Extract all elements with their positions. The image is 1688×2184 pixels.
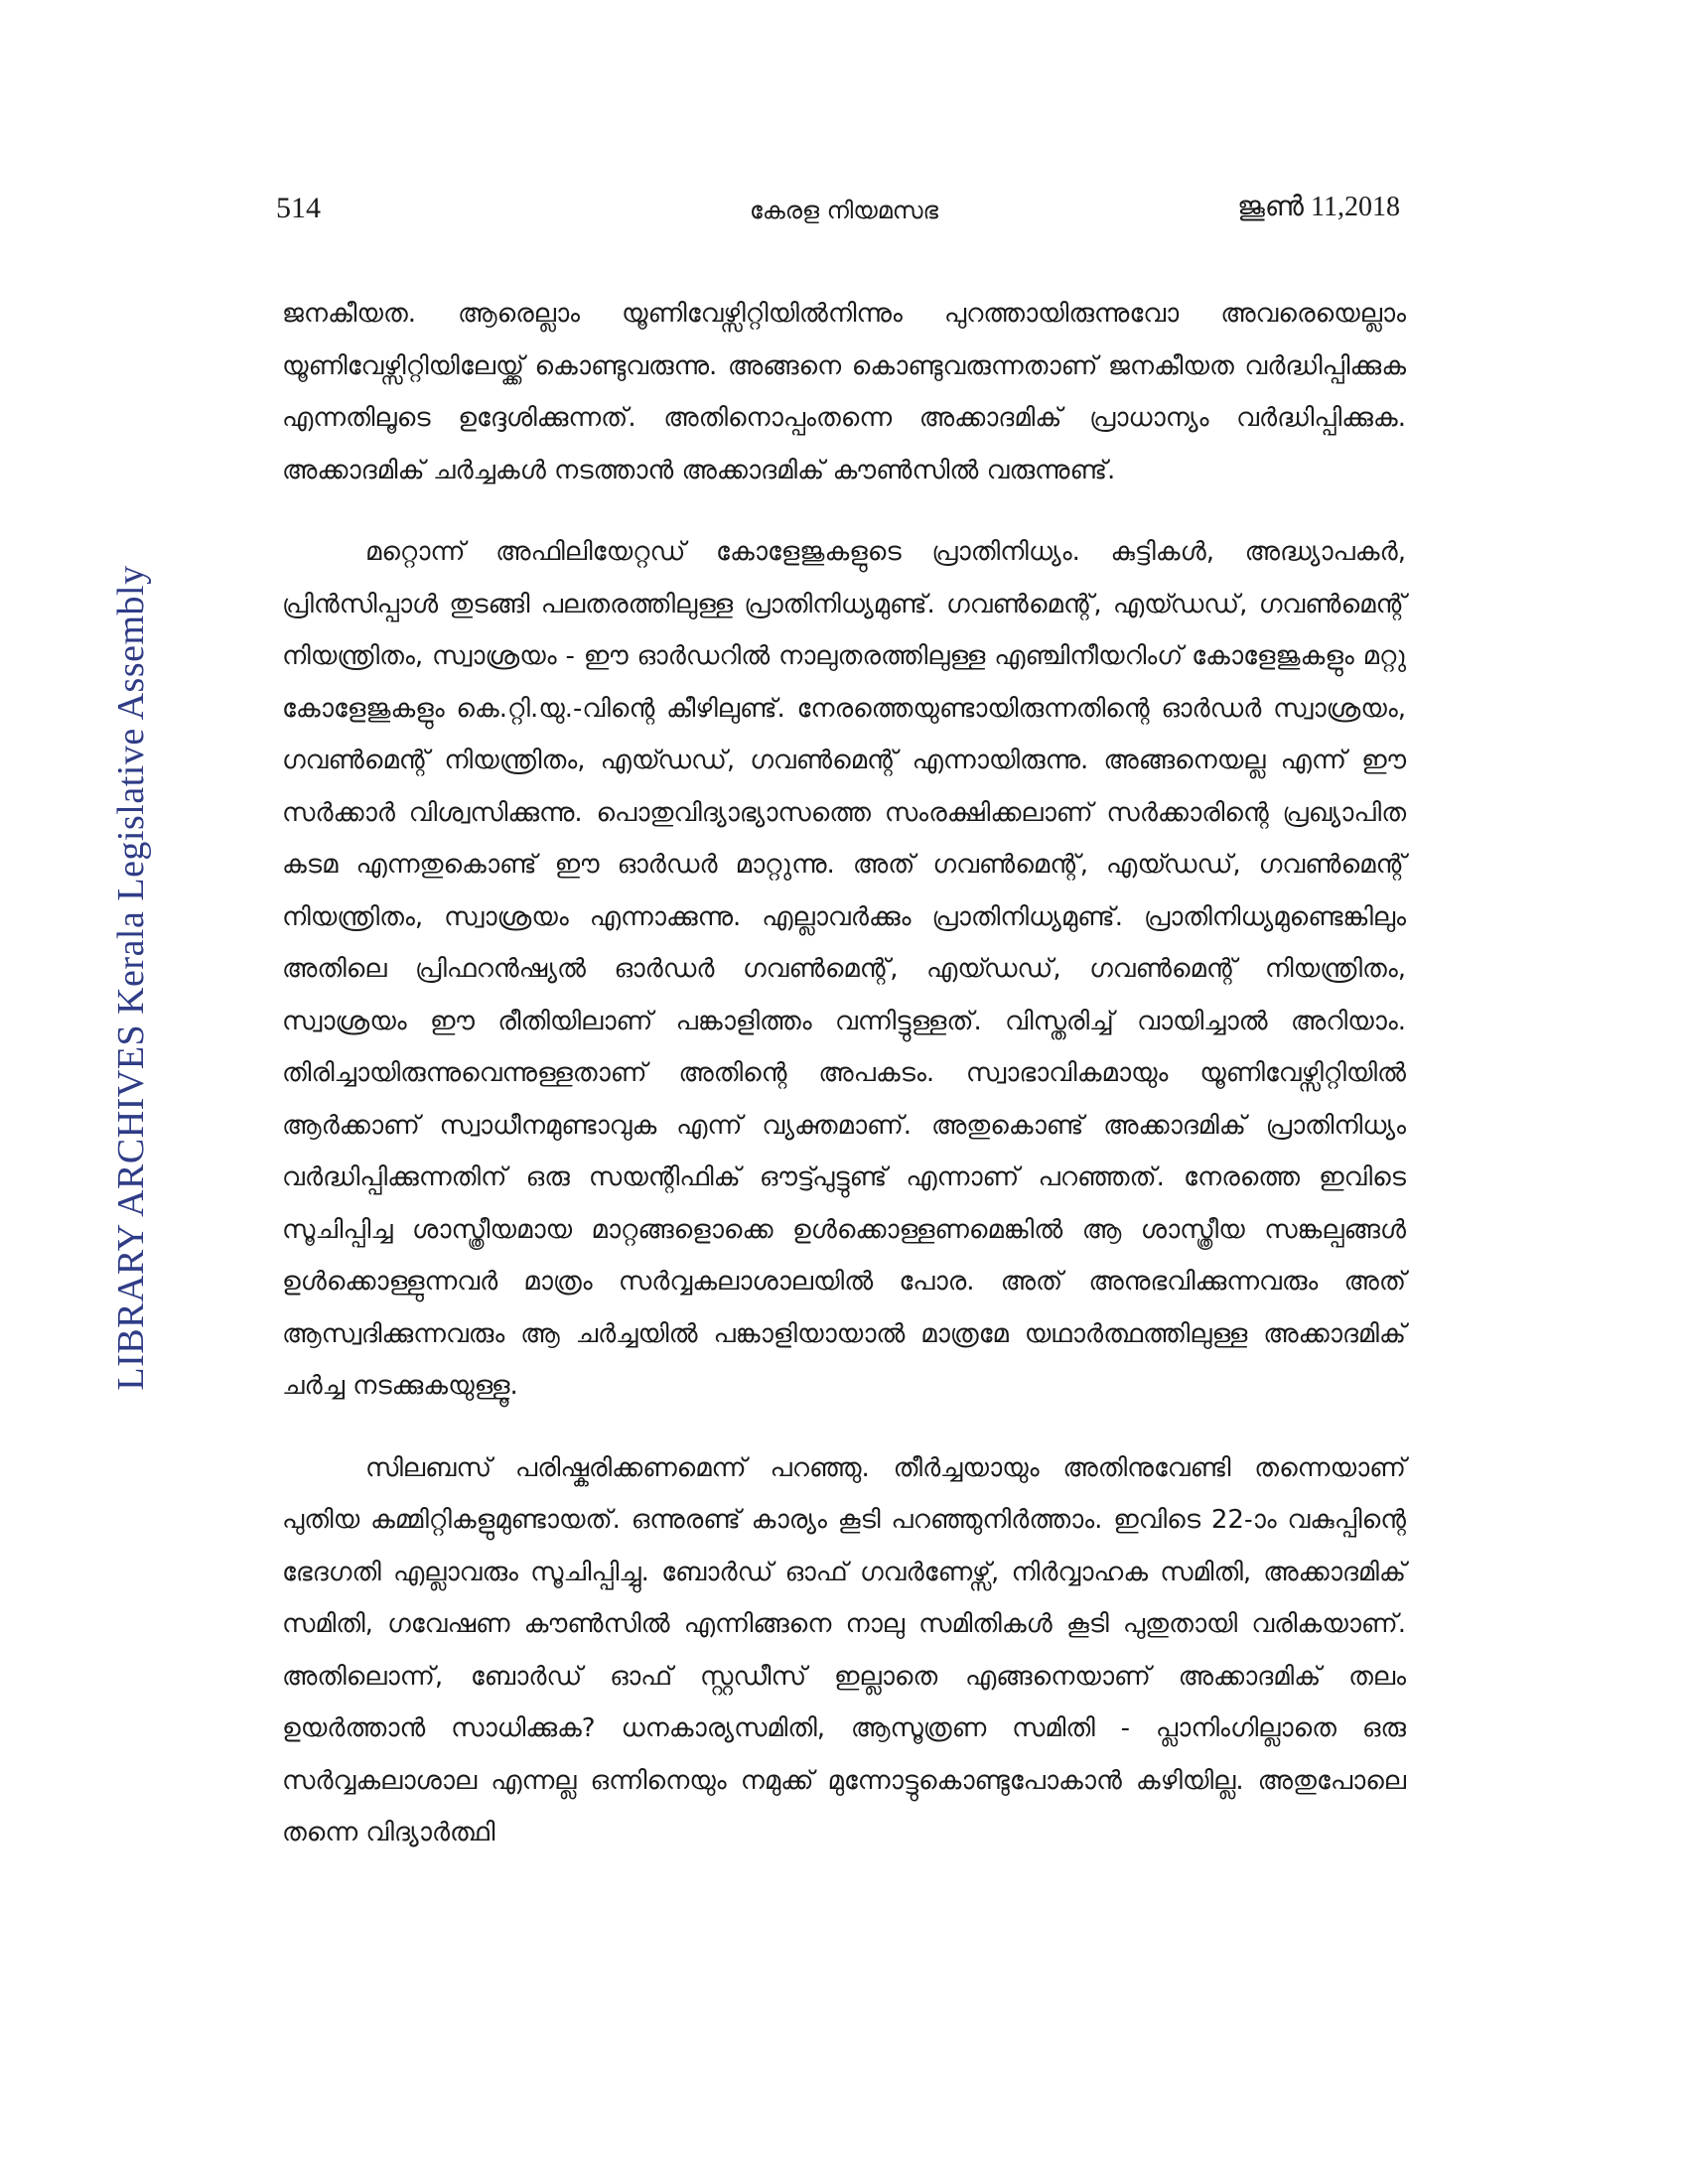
archive-watermark: LIBRARY ARCHIVES Kerala Legislative Assembly [110,565,152,1391]
paragraph-3: സിലബസ് പരിഷ്കരിക്കണമെന്ന് പറഞ്ഞു. തീർച്ചയായും അതിനുവേണ്ടി തന്നെയാണ് പുതിയ കമ്മിറ്റികളുമുണ്ടായത്. ഒന്നുരണ്ട് കാര്യം കൂടി പറഞ്ഞുനിർത്താം. ഇവിടെ 22-ാം വകുപ്പിന്റെ ഭേദഗതി എല്ലാവരും സൂചിപ്പിച്ചു. ബോർഡ് ഓഫ് ഗവർണേഴ്സ്, നിർവ്വാഹക സമിതി, അക്കാദമിക് സമിതി, ഗവേഷണ കൗൺസിൽ എന്നിങ്ങനെ നാലു സമിതികൾ കൂടി പുതുതായി വരികയാണ്. അതിലൊന്ന്, ബോർഡ് ഓഫ് സ്റ്റഡീസ് ഇല്ലാതെ എങ്ങനെയാണ് അക്കാദമിക് തലം ഉയർത്താൻ സാധിക്കുക? ധനകാര്യസമിതി, ആസൂത്രണ സമിതി - പ്ലാനിംഗില്ലാതെ ഒരു സർവ്വകലാശാല എന്നല്ല ഒന്നിനെയും നമുക്ക് മുന്നോട്ടുകൊണ്ടുപോകാൻ കഴിയില്ല. അതുപോലെ തന്നെ വിദ്യാർത്ഥി [282,1452,1406,1847]
body-text [282,288,1406,1889]
running-head: കേരള നിയമസഭ [749,197,939,224]
paragraph-2: മറ്റൊന്ന് അഫിലിയേറ്റഡ് കോളേജുകളുടെ പ്രാതിനിധ്യം. കുട്ടികൾ, അദ്ധ്യാപകർ, പ്രിൻസിപ്പാൾ തുടങ്ങി പലതരത്തിലുള്ള പ്രാതിനിധ്യമുണ്ട്. ഗവൺമെന്റ്, എയ്ഡഡ്, ഗവൺമെന്റ് നിയന്ത്രിതം, സ്വാശ്രയം - ഈ ഓർഡറിൽ നാലുതരത്തിലുള്ള എഞ്ചിനീയറിംഗ് കോളേജുകളും മറ്റു കോളേജുകളും കെ.റ്റി.യു.-വിന്റെ കീഴിലുണ്ട്. നേരത്തെയുണ്ടായിരുന്നതിന്റെ ഓർഡർ സ്വാശ്രയം, ഗവൺമെന്റ് നിയന്ത്രിതം, എയ്ഡഡ്, ഗവൺമെന്റ് എന്നായിരുന്നു. അങ്ങനെയല്ല എന്ന് ഈ സർക്കാർ വിശ്വസിക്കുന്നു. പൊതുവിദ്യാഭ്യാസത്തെ സംരക്ഷിക്കലാണ് സർക്കാരിന്റെ പ്രഖ്യാപിത കടമ എന്നതുകൊണ്ട് ഈ ഓർഡർ മാറ്റുന്നു. അത് ഗവൺമെന്റ്, എയ്ഡഡ്, ഗവൺമെന്റ് നിയന്ത്രിതം, സ്വാശ്രയം എന്നാക്കുന്നു. എല്ലാവർക്കും പ്രാതിനിധ്യമുണ്ട്. പ്രാതിനിധ്യമുണ്ടെങ്കിലും അതിലെ പ്രിഫറൻഷ്യൽ ഓർഡർ ഗവൺമെന്റ്, എയ്ഡഡ്, ഗവൺമെന്റ് നിയന്ത്രിതം, സ്വാശ്രയം ഈ രീതിയിലാണ് പങ്കാളിത്തം വന്നിട്ടുള്ളത്. വിസ്തരിച്ച് വായിച്ചാൽ അറിയാം. തിരിച്ചായിരുന്നുവെന്നുള്ളതാണ് അതിന്റെ അപകടം. സ്വാഭാവികമായും യൂണിവേഴ്സിറ്റിയിൽ ആർക്കാണ് സ്വാധീനമുണ്ടാവുക എന്ന് വ്യക്തമാണ്. അതുകൊണ്ട് അക്കാദമിക് പ്രാതിനിധ്യം വർദ്ധിപ്പിക്കുന്നതിന് ഒരു സയന്റിഫിക് ഔട്ട്പുട്ടുണ്ട് എന്നാണ് പറഞ്ഞത്. നേരത്തെ ഇവിടെ സൂചിപ്പിച്ച ശാസ്ത്രീയമായ മാറ്റങ്ങളൊക്കെ ഉൾക്കൊള്ളണമെങ്കിൽ ആ ശാസ്ത്രീയ സങ്കല്പങ്ങൾ ഉൾക്കൊള്ളുന്നവർ മാത്രം സർവ്വകലാശാലയിൽ പോര. അത് അനുഭവിക്കുന്നവരും അത് ആസ്വദിക്കുന്നവരും ആ ചർച്ചയിൽ പങ്കാളിയായാൽ മാത്രമേ യഥാർത്ഥത്തിലുള്ള അക്കാദമിക് ചർച്ച നടക്കുകയുള്ളൂ. [282,537,1406,1401]
page-number: 514 [276,192,321,224]
page-date: ജൂൺ 11,2018 [1237,192,1400,222]
paragraph-1: ജനകീയത. ആരെല്ലാം യൂണിവേഴ്സിറ്റിയിൽനിന്നും പുറത്തായിരുന്നുവോ അവരെയെല്ലാം യൂണിവേഴ്സിറ്റിയിലേയ്ക്ക് കൊണ്ടുവരുന്നു. അങ്ങനെ കൊണ്ടുവരുന്നതാണ് ജനകീയത വർദ്ധിപ്പിക്കുക എന്നതിലൂടെ ഉദ്ദേശിക്കുന്നത്. അതിനൊപ്പംതന്നെ അക്കാദമിക് പ്രാധാന്യം വർദ്ധിപ്പിക്കുക. അക്കാദമിക് ചർച്ചകൾ നടത്താൻ അക്കാദമിക് കൗൺസിൽ വരുന്നുണ്ട്. [282,299,1406,485]
